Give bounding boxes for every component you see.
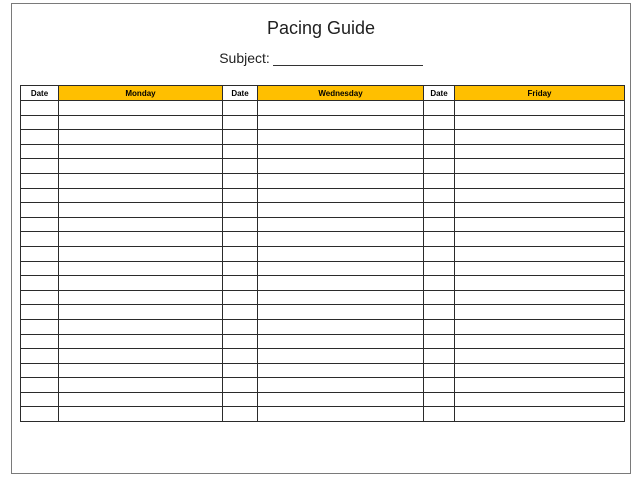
entry-cell[interactable] [455,232,625,247]
entry-cell[interactable] [258,334,424,349]
date-cell[interactable] [424,232,455,247]
table-row [21,407,625,422]
subject-label: Subject: [219,50,270,66]
entry-cell[interactable] [59,144,223,159]
date-cell[interactable] [223,173,258,188]
entry-cell[interactable] [258,232,424,247]
date-cell[interactable] [424,217,455,232]
entry-cell[interactable] [59,290,223,305]
date-cell[interactable] [21,246,59,261]
date-cell[interactable] [424,378,455,393]
date-cell[interactable] [21,144,59,159]
entry-cell[interactable] [455,319,625,334]
entry-cell[interactable] [258,173,424,188]
entry-cell[interactable] [258,159,424,174]
entry-cell[interactable] [59,407,223,422]
column-header-date: Date [21,86,59,101]
entry-cell[interactable] [258,130,424,145]
table-row [21,276,625,291]
date-cell[interactable] [21,232,59,247]
entry-cell[interactable] [258,188,424,203]
date-cell[interactable] [223,276,258,291]
date-cell[interactable] [223,246,258,261]
entry-cell[interactable] [455,173,625,188]
date-cell[interactable] [424,159,455,174]
entry-cell[interactable] [455,378,625,393]
date-cell[interactable] [424,130,455,145]
entry-cell[interactable] [59,392,223,407]
entry-cell[interactable] [258,319,424,334]
date-cell[interactable] [424,392,455,407]
entry-cell[interactable] [59,232,223,247]
entry-cell[interactable] [455,217,625,232]
date-cell[interactable] [223,407,258,422]
date-cell[interactable] [223,392,258,407]
column-header-date: Date [223,86,258,101]
entry-cell[interactable] [59,319,223,334]
entry-cell[interactable] [455,246,625,261]
subject-row [12,50,630,66]
entry-cell[interactable] [258,246,424,261]
date-cell[interactable] [424,363,455,378]
entry-cell[interactable] [455,334,625,349]
table-row [21,115,625,130]
entry-cell[interactable] [455,159,625,174]
date-cell[interactable] [21,115,59,130]
date-cell[interactable] [424,319,455,334]
entry-cell[interactable] [59,305,223,320]
subject-blank-line [273,51,423,66]
date-cell[interactable] [223,217,258,232]
date-cell[interactable] [21,392,59,407]
date-cell[interactable] [424,349,455,364]
entry-cell[interactable] [455,101,625,116]
entry-cell[interactable] [258,407,424,422]
table-row [21,349,625,364]
entry-cell[interactable] [59,130,223,145]
entry-cell[interactable] [455,130,625,145]
table-row [21,378,625,393]
entry-cell[interactable] [258,115,424,130]
table-row [21,144,625,159]
table-body [21,101,625,422]
column-header-monday: Monday [59,86,223,101]
date-cell[interactable] [424,173,455,188]
entry-cell[interactable] [59,115,223,130]
date-cell[interactable] [424,305,455,320]
date-cell[interactable] [21,334,59,349]
table-row [21,290,625,305]
date-cell[interactable] [424,334,455,349]
date-cell[interactable] [21,217,59,232]
entry-cell[interactable] [59,378,223,393]
entry-cell[interactable] [258,203,424,218]
entry-cell[interactable] [59,188,223,203]
date-cell[interactable] [424,101,455,116]
date-cell[interactable] [223,305,258,320]
table-row [21,217,625,232]
entry-cell[interactable] [258,378,424,393]
date-cell[interactable] [21,378,59,393]
table-row [21,392,625,407]
entry-cell[interactable] [258,144,424,159]
table-row [21,188,625,203]
date-cell[interactable] [424,144,455,159]
entry-cell[interactable] [455,349,625,364]
table-row [21,130,625,145]
date-cell[interactable] [21,276,59,291]
entry-cell[interactable] [59,159,223,174]
table-row [21,101,625,116]
date-cell[interactable] [223,144,258,159]
page-title: Pacing Guide [266,18,376,38]
entry-cell[interactable] [59,246,223,261]
entry-cell[interactable] [258,305,424,320]
entry-cell[interactable] [455,276,625,291]
date-cell[interactable] [223,130,258,145]
date-cell[interactable] [424,203,455,218]
date-cell[interactable] [223,378,258,393]
entry-cell[interactable] [59,363,223,378]
date-cell[interactable] [21,130,59,145]
entry-cell[interactable] [59,203,223,218]
date-cell[interactable] [223,319,258,334]
date-cell[interactable] [21,363,59,378]
date-cell[interactable] [223,203,258,218]
date-cell[interactable] [21,101,59,116]
date-cell[interactable] [21,349,59,364]
entry-cell[interactable] [258,290,424,305]
entry-cell[interactable] [59,276,223,291]
pacing-table [20,85,625,422]
table-header-row [21,86,625,101]
date-cell[interactable] [21,203,59,218]
date-cell[interactable] [223,232,258,247]
entry-cell[interactable] [59,349,223,364]
table-row [21,203,625,218]
entry-cell[interactable] [455,392,625,407]
entry-cell[interactable] [455,144,625,159]
table-row [21,159,625,174]
entry-cell[interactable] [455,290,625,305]
date-cell[interactable] [223,290,258,305]
date-cell[interactable] [223,101,258,116]
date-cell[interactable] [223,115,258,130]
entry-cell[interactable] [258,363,424,378]
entry-cell[interactable] [258,217,424,232]
entry-cell[interactable] [258,276,424,291]
date-cell[interactable] [21,319,59,334]
entry-cell[interactable] [455,188,625,203]
date-cell[interactable] [223,363,258,378]
date-cell[interactable] [21,188,59,203]
entry-cell[interactable] [258,101,424,116]
date-cell[interactable] [223,188,258,203]
date-cell[interactable] [424,276,455,291]
date-cell[interactable] [424,290,455,305]
entry-cell[interactable] [59,101,223,116]
entry-cell[interactable] [59,173,223,188]
date-cell[interactable] [424,246,455,261]
entry-cell[interactable] [59,217,223,232]
entry-cell[interactable] [455,407,625,422]
table-row [21,261,625,276]
table-row [21,305,625,320]
column-header-friday: Friday [455,86,625,101]
date-cell[interactable] [21,159,59,174]
table-row [21,334,625,349]
entry-cell[interactable] [258,392,424,407]
table-row [21,173,625,188]
table-row [21,363,625,378]
table-row [21,319,625,334]
date-cell[interactable] [424,261,455,276]
entry-cell[interactable] [258,349,424,364]
date-cell[interactable] [21,261,59,276]
date-cell[interactable] [21,290,59,305]
entry-cell[interactable] [59,334,223,349]
entry-cell[interactable] [455,203,625,218]
entry-cell[interactable] [455,115,625,130]
date-cell[interactable] [21,407,59,422]
document-page [11,3,631,474]
date-cell[interactable] [223,159,258,174]
date-cell[interactable] [424,115,455,130]
column-header-wednesday: Wednesday [258,86,424,101]
table-row [21,232,625,247]
date-cell[interactable] [223,349,258,364]
entry-cell[interactable] [59,261,223,276]
entry-cell[interactable] [455,363,625,378]
date-cell[interactable] [21,173,59,188]
date-cell[interactable] [21,305,59,320]
entry-cell[interactable] [455,305,625,320]
entry-cell[interactable] [258,261,424,276]
column-header-date: Date [424,86,455,101]
table-row [21,246,625,261]
date-cell[interactable] [223,334,258,349]
date-cell[interactable] [424,188,455,203]
date-cell[interactable] [223,261,258,276]
entry-cell[interactable] [455,261,625,276]
date-cell[interactable] [424,407,455,422]
